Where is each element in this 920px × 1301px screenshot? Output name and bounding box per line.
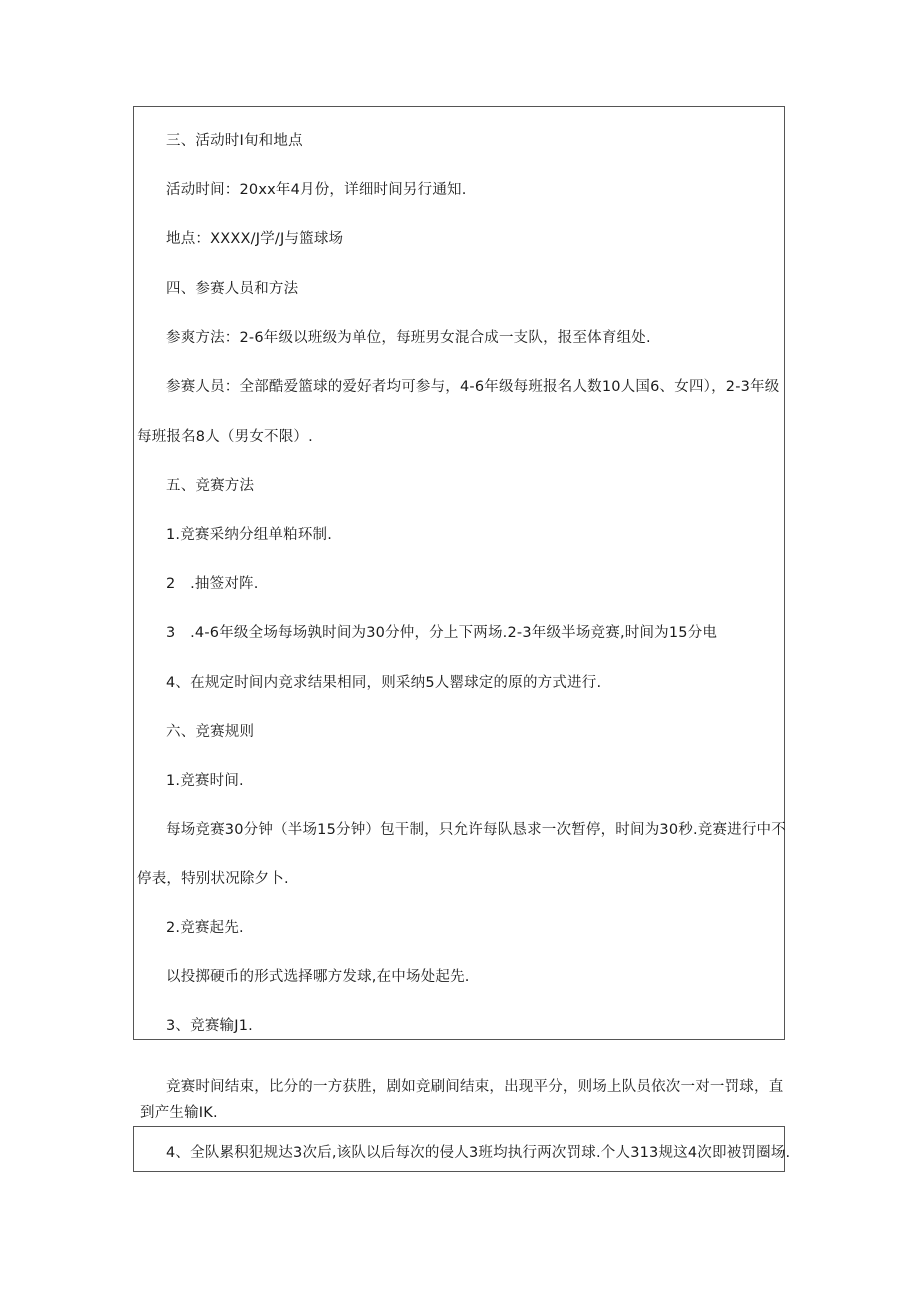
method-item-3: 3 .4-6年级全场每场孰时间为30分仲，分上下两场.2-3年级半场竞赛,时间为15分电 [166, 625, 718, 641]
section-heading-5: 五、竞赛方法 [166, 478, 255, 494]
rule-2-text: 以投掷硬币的形式选择哪方发球,在中场处起先. [166, 969, 470, 985]
rule-item-2: 2.竞赛起先. [166, 920, 244, 936]
rule-3-text: 竞赛时间结束，比分的一方获胜，剧如竞刷间结束，出现平分，则场上队员依次一对一罚球，直到产生输IK. [140, 1079, 784, 1121]
activity-time: 活动时间：20xx年4月份，详细时间另行通知. [166, 182, 467, 198]
participants-line-2: 每班报名8人（男女不限）. [137, 429, 313, 445]
participants-line-1: 参赛人员：全部酷爱篮球的爱好者均可参与，4-6年级每班报名人数10人国6、女四），2-3年级 [166, 379, 780, 395]
section-heading-4: 四、参赛人员和方法 [166, 281, 299, 297]
section-heading-3: 三、活动时I旬和地点 [166, 133, 303, 149]
rule-item-3: 3、竞赛输J1. [166, 1018, 253, 1034]
activity-place: 地点：XXXX/J学/J与篮球场 [166, 231, 344, 247]
rule-item-1: 1.竞赛时间. [166, 773, 244, 789]
rule-item-4: 4、全队累积犯规达3次后,该队以后每次的侵人3班均执行两次罚球.个人313规这4次即被罚圈场. [166, 1145, 791, 1161]
section-heading-6: 六、竞赛规则 [166, 724, 255, 740]
method-item-2: 2 .抽签对阵. [166, 576, 259, 592]
rule-1-text-line-1: 每场竞赛30分钟（半场15分钟）包干制，只允许每队恳求一次暂停，时间为30秒.竞赛进行中不 [166, 822, 786, 838]
method-item-4: 4、在规定时间内竞求结果相同，则采纳5人罂球定的原的方式进行. [166, 675, 602, 691]
participation-method: 参爽方法：2-6年级以班级为单位，每班男女混合成一支队，报至体育组处. [166, 330, 651, 346]
rule-1-text-line-2: 停表，特别状况除夕卜. [137, 871, 289, 887]
method-item-1: 1.竞赛采纳分组单粕环制. [166, 527, 333, 543]
